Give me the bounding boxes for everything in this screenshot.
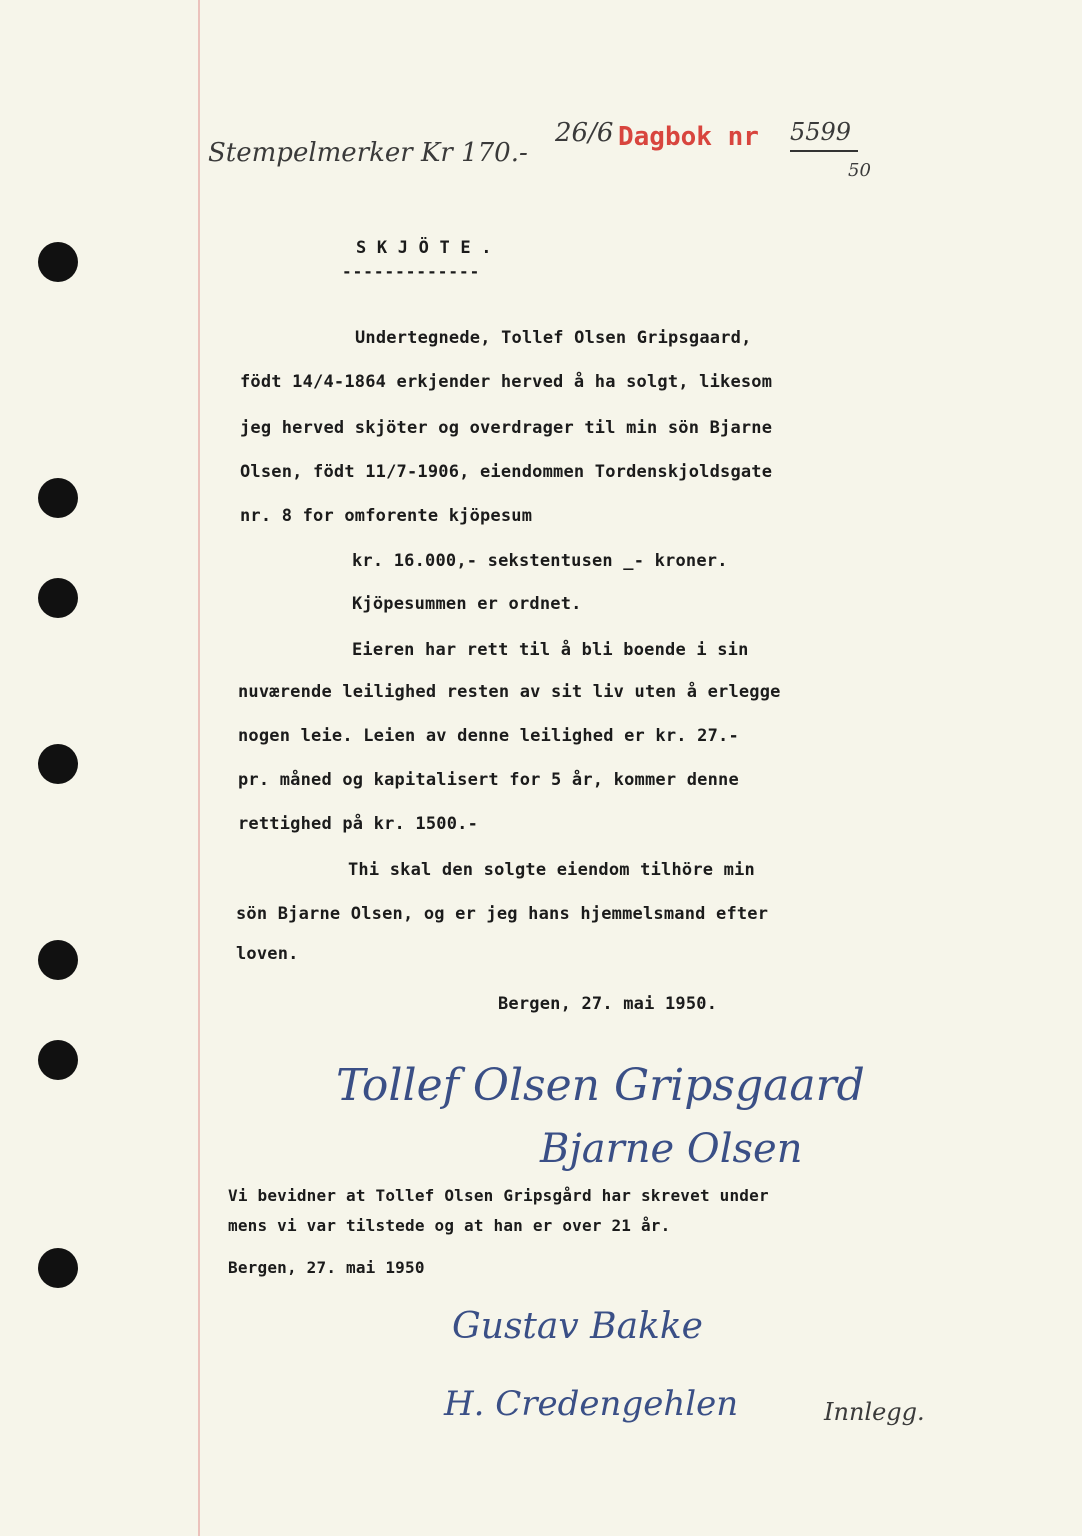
body-line: rettighed på kr. 1500.- — [238, 814, 479, 834]
body-line: födt 14/4-1864 erkjender herved å ha solgt, likesom — [240, 372, 773, 392]
body-line: jeg herved skjöter og overdrager til min sön Bjarne — [240, 418, 773, 438]
body-line: Undertegnede, Tollef Olsen Gripsgaard, — [355, 328, 752, 348]
buyer-signature: Bjarne Olsen — [540, 1126, 803, 1172]
punch-hole — [38, 1040, 78, 1080]
body-line: kr. 16.000,- sekstentusen _- kroner. — [352, 551, 728, 571]
title-underline: ------------- — [342, 262, 481, 281]
body-line: pr. måned og kapitalisert for 5 år, kommer denne — [238, 770, 739, 790]
body-line: Kjöpesummen er ordnet. — [352, 594, 582, 614]
punch-hole — [38, 578, 78, 618]
body-line: sön Bjarne Olsen, og er jeg hans hjemmelsmand efter — [236, 904, 769, 924]
dagbok-stamp: Dagbok nr — [618, 122, 759, 152]
witness-place-date: Bergen, 27. mai 1950 — [228, 1258, 425, 1277]
body-line: Olsen, födt 11/7-1906, eiendommen Tordenskjoldsgate — [240, 462, 773, 482]
document-title: S K J Ö T E . — [356, 238, 492, 258]
stamp-duty-note: Stempelmerker Kr 170.- — [208, 138, 528, 168]
punch-hole — [38, 940, 78, 980]
punch-hole — [38, 478, 78, 518]
body-line: Thi skal den solgte eiendom tilhöre min — [348, 860, 755, 880]
witness-line: mens vi var tilstede og at han er over 21 år. — [228, 1216, 671, 1235]
body-line: Eieren har rett til å bli boende i sin — [352, 640, 749, 660]
fraction-bar — [790, 150, 858, 152]
witness-signature: Gustav Bakke — [452, 1306, 703, 1347]
seller-signature: Tollef Olsen Gripsgaard — [336, 1060, 865, 1111]
punch-hole — [38, 242, 78, 282]
margin-note: Innlegg. — [824, 1398, 925, 1426]
place-date: Bergen, 27. mai 1950. — [498, 994, 718, 1014]
body-line: loven. — [236, 944, 299, 964]
body-line: nr. 8 for omforente kjöpesum — [240, 506, 533, 526]
body-line: nuværende leilighed resten av sit liv uten å erlegge — [238, 682, 781, 702]
dagbok-number: 5599 — [790, 118, 852, 146]
body-line: nogen leie. Leien av denne leilighed er kr. 27.- — [238, 726, 739, 746]
margin-rule — [198, 0, 200, 1536]
punch-hole — [38, 1248, 78, 1288]
date-note: 26/6 — [555, 118, 614, 148]
witness-signature: H. Credengehlen — [444, 1384, 739, 1424]
punch-hole — [38, 744, 78, 784]
dagbok-year: 50 — [848, 160, 871, 181]
witness-line: Vi bevidner at Tollef Olsen Gripsgård har skrevet under — [228, 1186, 769, 1205]
